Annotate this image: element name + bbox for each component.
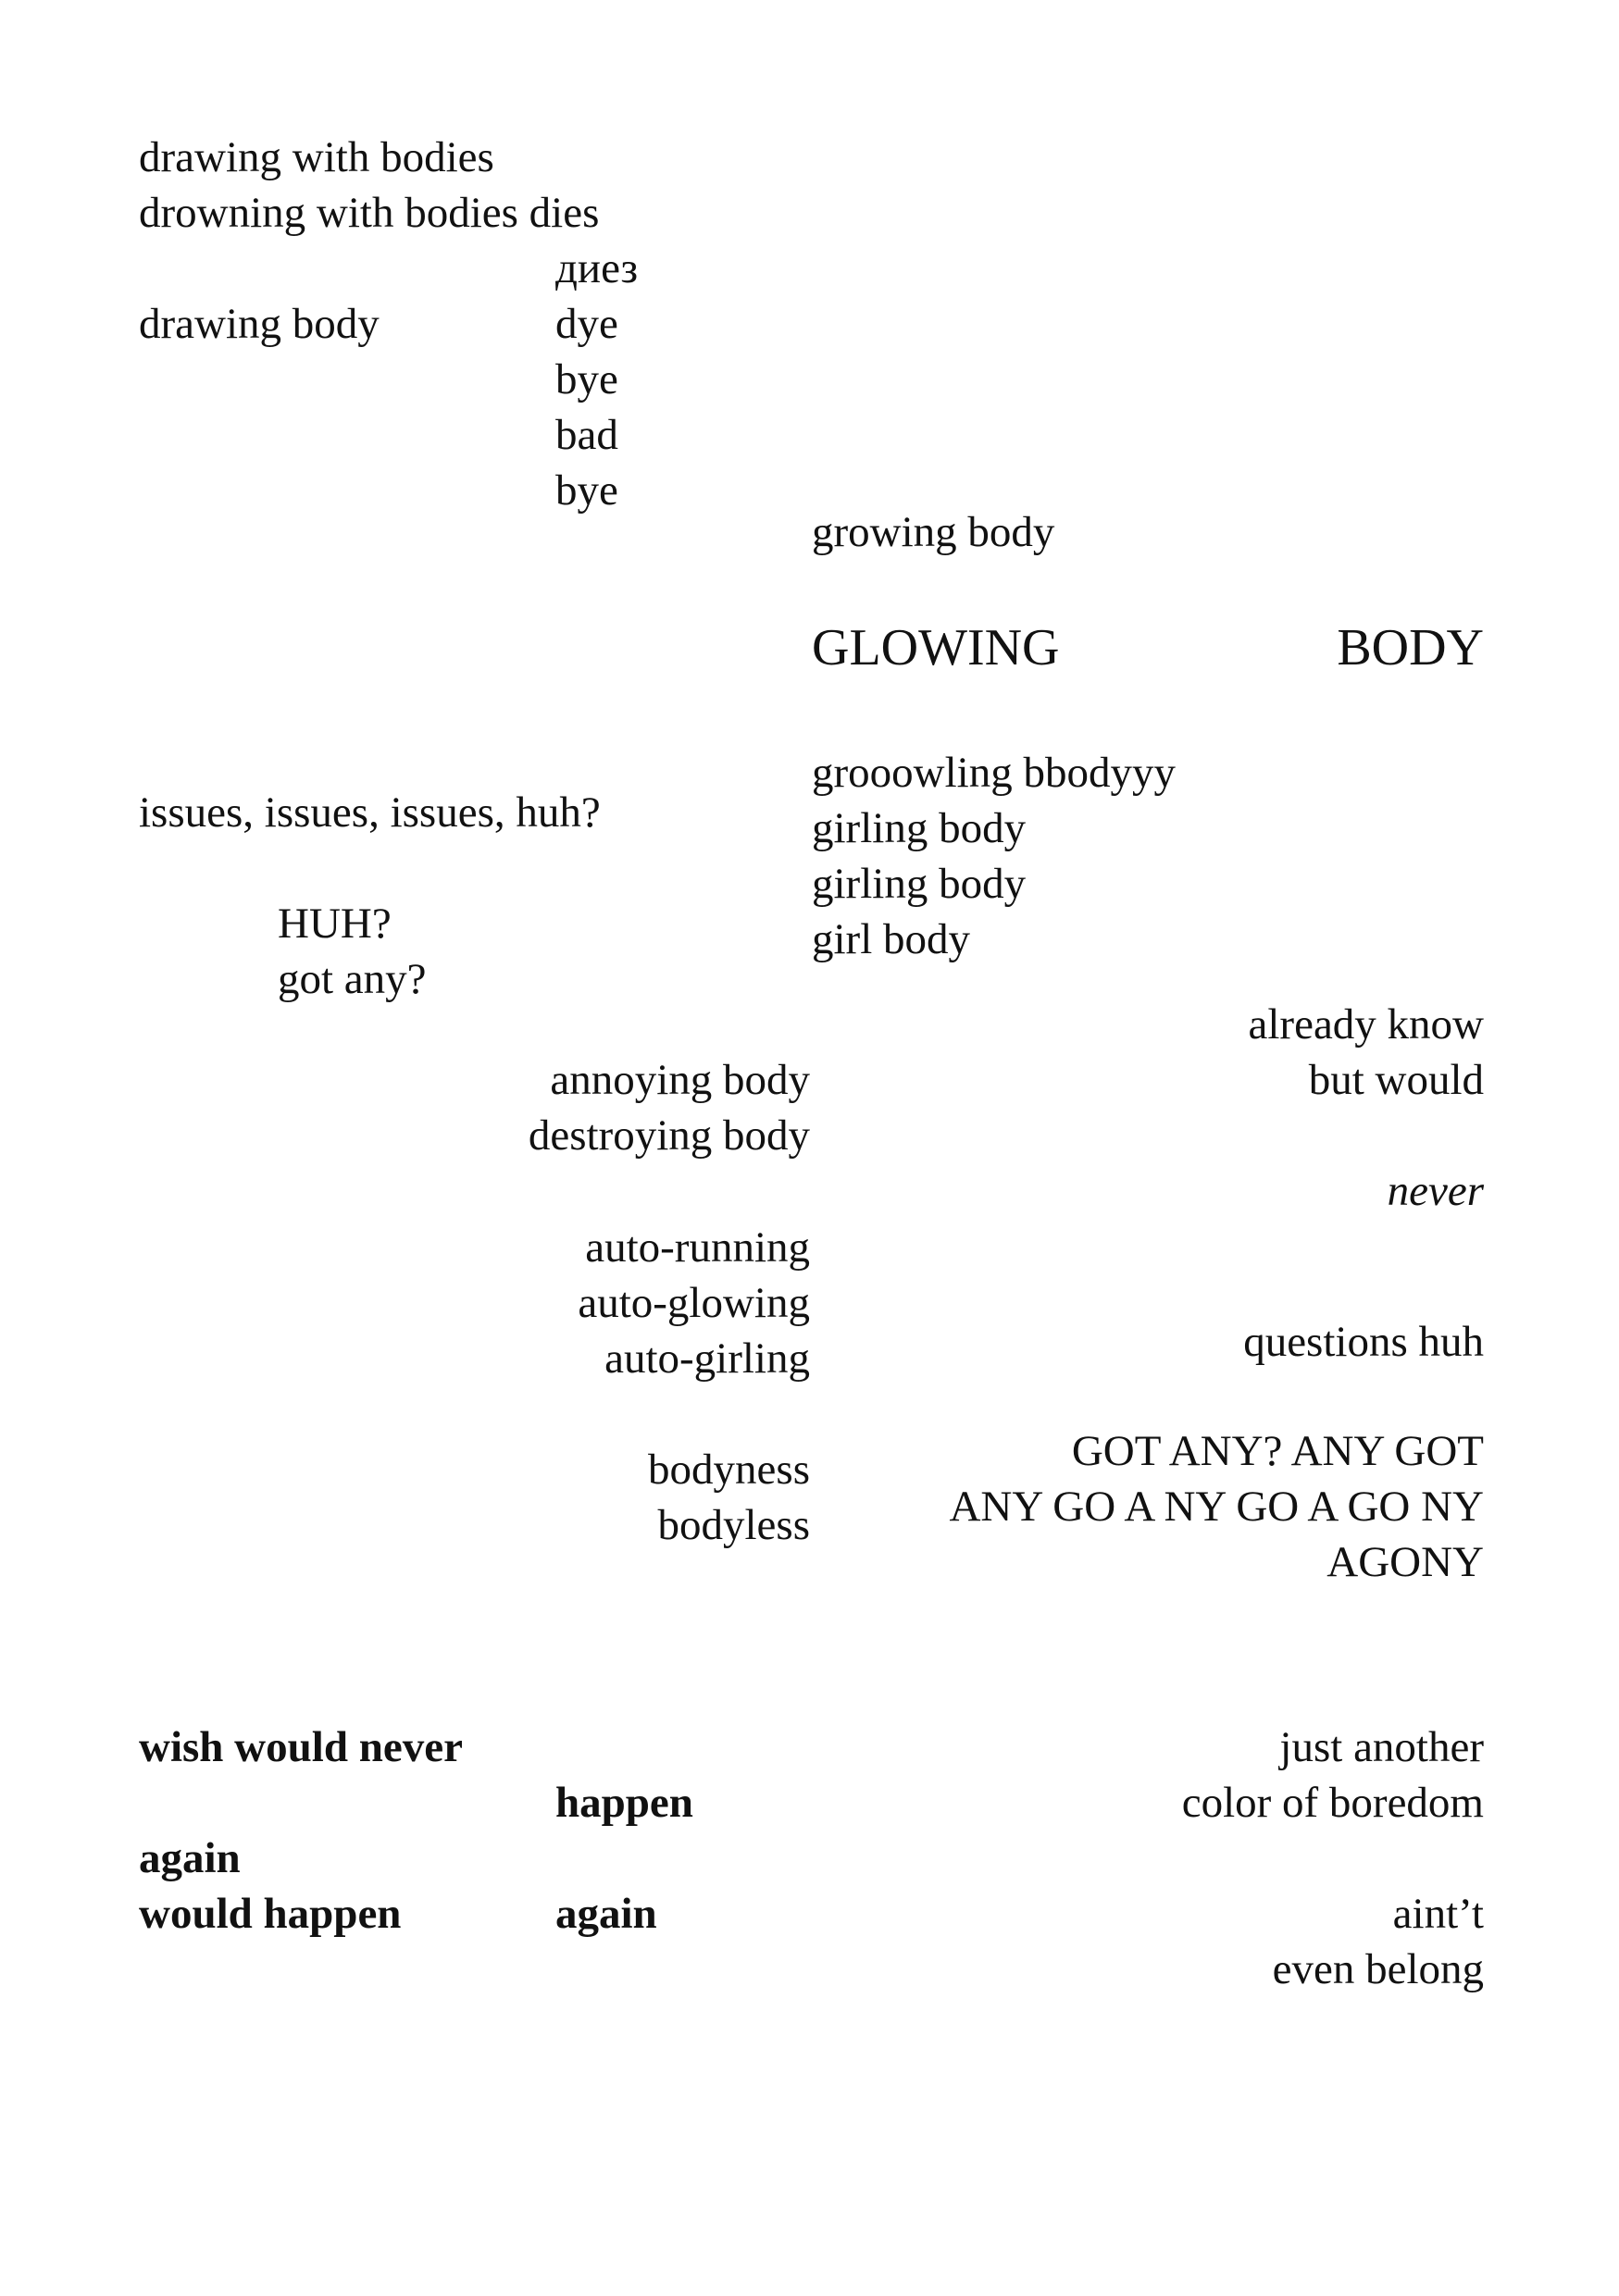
poem-line: AGONY [1326, 1538, 1484, 1586]
poem-line: drawing with bodies [139, 133, 494, 181]
agony-stanza [949, 1423, 1484, 1590]
again-word: again [139, 1834, 241, 1882]
poem-line: bodyless [657, 1501, 810, 1549]
boredom-stanza [1182, 1719, 1484, 1831]
belong-stanza [1273, 1886, 1484, 1997]
poem-line: girl body [812, 915, 971, 963]
poem-line: bodyness [648, 1446, 810, 1494]
never-word: never [1387, 1167, 1484, 1215]
poem-line: just another [1279, 1723, 1484, 1771]
annoying-stanza [529, 1052, 810, 1163]
poem-line: auto-glowing [578, 1279, 810, 1327]
poem-line: ANY GO A NY GO A GO NY [949, 1483, 1484, 1531]
huh-stanza [278, 896, 427, 1007]
poem-line: bad [555, 411, 618, 459]
would-happen-line: would happen [139, 1890, 402, 1938]
body-caps-word: BODY [1337, 619, 1484, 676]
poem-line: aint’t [1392, 1890, 1484, 1938]
already-stanza [1249, 997, 1484, 1108]
poem-line: annoying body [550, 1056, 810, 1104]
poem-line: HUH? [278, 900, 392, 948]
poem-line: auto-girling [604, 1334, 810, 1383]
auto-stanza [578, 1220, 810, 1386]
poem-line: already know [1248, 1000, 1484, 1049]
poem-line: color of boredom [1181, 1779, 1484, 1827]
poem-line: girling body [812, 804, 1027, 852]
poem-line: grooowling bbodyyy [812, 749, 1176, 797]
poem-line: girling body [812, 860, 1027, 908]
questions-line: questions huh [1243, 1318, 1484, 1366]
drawing-body-line: drawing body [139, 300, 380, 348]
cascade-column [555, 241, 638, 518]
poem-line: even belong [1272, 1945, 1484, 1993]
glowing-word: GLOWING [812, 619, 1060, 676]
poem-line: bye [555, 355, 618, 403]
poem-line: but would [1308, 1056, 1484, 1104]
poem-line: got any? [278, 955, 427, 1003]
girling-stanza [812, 745, 1176, 967]
issues-line: issues, issues, issues, huh? [139, 788, 601, 837]
again-word-second: again [555, 1890, 657, 1938]
poem-line: диез [555, 244, 639, 292]
poem-line: auto-running [585, 1223, 810, 1272]
growing-body-line: growing body [812, 508, 1055, 556]
poem-line: destroying body [528, 1111, 810, 1160]
poem-line: bye [555, 466, 618, 515]
bodyness-stanza [648, 1442, 810, 1553]
opening-stanza [139, 130, 599, 241]
happen-word: happen [555, 1779, 693, 1827]
poem-line: GOT ANY? ANY GOT [1071, 1427, 1484, 1475]
wish-line: wish would never [139, 1723, 463, 1771]
poem-line: drowning with bodies dies [139, 189, 600, 237]
poem-line: dye [555, 300, 618, 348]
